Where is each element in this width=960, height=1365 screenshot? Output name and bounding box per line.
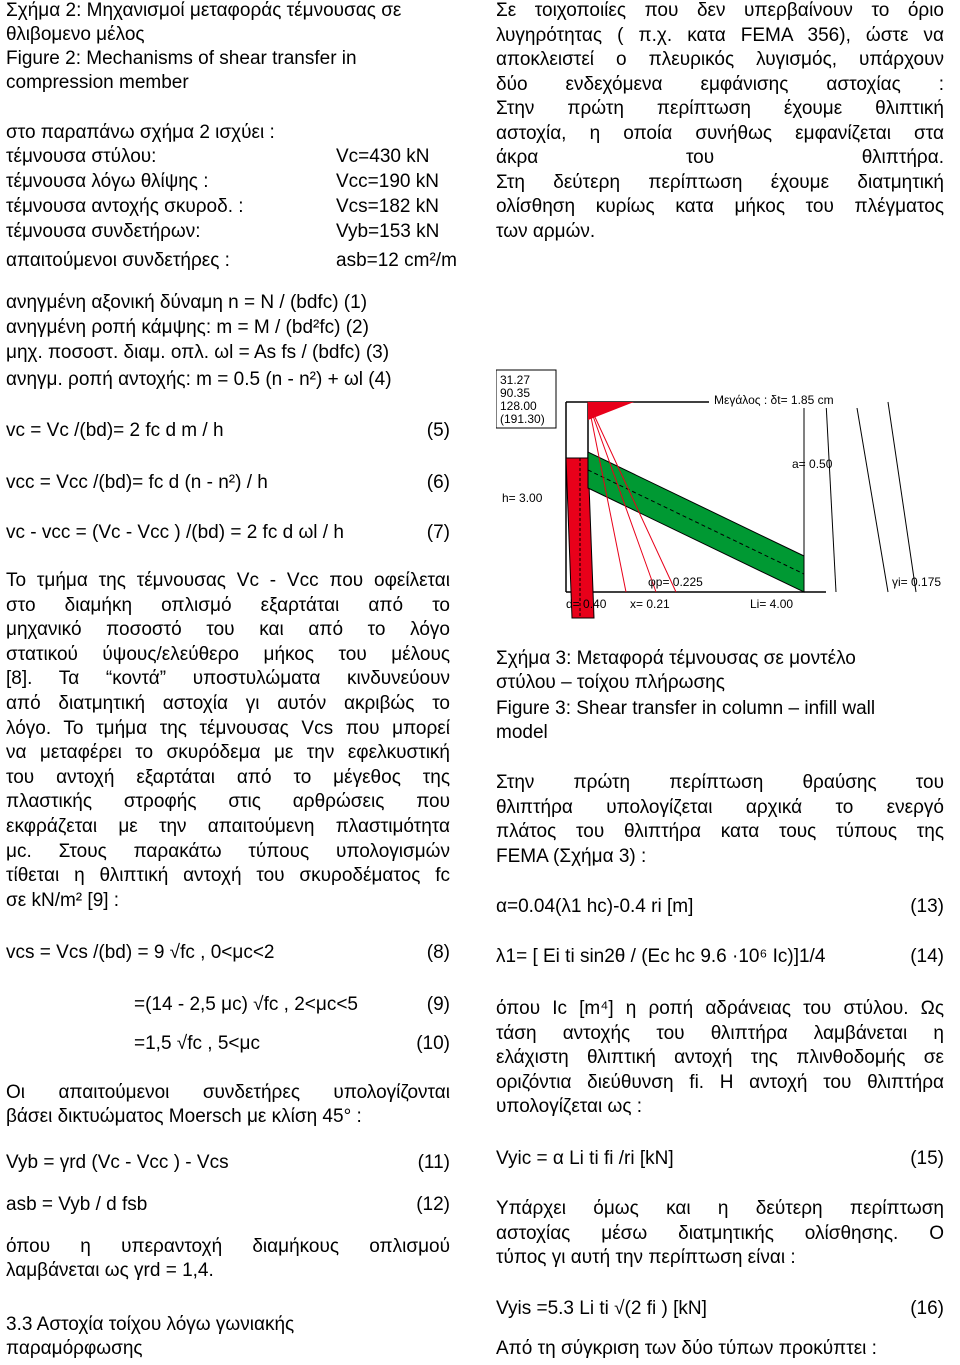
paragraph-line: Στην πρώτη περίπτωση θραύσης του <box>496 772 944 793</box>
paragraph-line: στο διαμήκη οπλισμό εξαρτάται από το <box>6 594 450 616</box>
equation-14: λ1= [ Ei ti sin2θ / (Ec hc 9.6 ·10⁶ Ic)]1/4 <box>496 946 826 967</box>
equation-11: Vyb = γrd (Vc - Vcc ) - Vcs <box>6 1152 229 1173</box>
equation-11-number: (11) <box>417 1152 450 1173</box>
value-vcc: Vcc=190 kN <box>336 171 439 192</box>
paragraph-line: των αρμών. <box>496 220 596 242</box>
equation-5: vc = Vc /(bd)= 2 fc d m / h <box>6 420 224 441</box>
paragraph-stirrups-line: Οι απαιτούμενοι συνδετήρες υπολογίζονται <box>6 1082 450 1103</box>
paragraph-line: Στη δεύτερη περίπτωση έχουμε διατμητική <box>496 171 944 193</box>
equation-16: Vyis =5.3 Li ti √(2 fi ) [kN] <box>496 1298 707 1319</box>
equation-16-number: (16) <box>910 1298 944 1319</box>
phi-label: φp= 0.225 <box>648 575 703 589</box>
equation-15-number: (15) <box>910 1148 944 1169</box>
final-line: Από τη σύγκριση των δύο τύπων προκύπτει : <box>496 1338 877 1359</box>
value-label: απαιτούμενοι συνδετήρες : <box>6 250 230 271</box>
value-vcs: Vcs=182 kN <box>336 196 439 217</box>
paragraph-line: άκρα του θλιπτήρα. <box>496 147 944 168</box>
paragraph-line: Σε τοιχοποιίες που δεν υπερβαίνουν το όριο <box>496 0 944 21</box>
value-label: τέμνουσα αντοχής σκυροδ. : <box>6 196 244 217</box>
li-label: Li= 4.00 <box>750 597 794 611</box>
values-box-line: 31.27 <box>500 373 531 387</box>
paragraph-line: όπου Ic [m⁴] η ροπή αδράνειας του στύλου. Ως <box>496 998 944 1019</box>
value-label: τέμνουσα λόγω θλίψης : <box>6 171 209 192</box>
paragraph-line: Στην πρώτη περίπτωση έχουμε θλιπτική <box>496 98 944 119</box>
equation-5-number: (5) <box>426 420 450 441</box>
paragraph-line: υπολογίζεται ως : <box>496 1096 643 1117</box>
paragraph-line: Το τμήμα της τέμνουσας Vc - Vcc που οφείλεται <box>6 570 450 591</box>
equation-13: α=0.04(λ1 hc)-0.4 ri [m] <box>496 896 694 917</box>
h-label: h= 3.00 <box>502 491 543 505</box>
paragraph-stirrups-line: βάσει δικτυώματος Moersch με κλίση 45° : <box>6 1106 362 1127</box>
paragraph-line: εκφράζεται με την απαιτούμενη πλαστιμότητα <box>6 816 450 837</box>
paragraph-line: σε kN/m² [9] : <box>6 889 120 911</box>
paragraph-line: τίθεται η θλιπτική αντοχή του σκυροδέματος fc <box>6 865 450 887</box>
value-vc: Vc=430 kN <box>336 146 430 167</box>
equation-2: ανηγμένη ροπή κάμψης: m = M / (bd²fc) (2) <box>6 317 369 338</box>
x-label: x= 0.21 <box>630 597 670 611</box>
big-label: Μεγάλος : δt= 1.85 cm <box>714 393 834 407</box>
paragraph-line: πλαστικής στροφής στις αρθρώσεις που <box>6 791 450 813</box>
equation-3: μηχ. ποσοστ. διαμ. οπλ. ωl = As fs / (bdfc) (3) <box>6 342 390 363</box>
equation-14-number: (14) <box>910 946 944 967</box>
yi-label: γi= 0.175 <box>892 575 942 589</box>
paragraph-line: θλιπτήρα υπολογίζεται αρχικά το ενεργό <box>496 796 944 818</box>
paragraph-line: αστοχίας μέσω διατμητικής ολίσθησης. Ο <box>496 1222 944 1244</box>
equation-7: vc - vcc = (Vc - Vcc ) /(bd) = 2 fc d ωl / h <box>6 522 344 543</box>
intro-text: στο παραπάνω σχήμα 2 ισχύει : <box>6 122 275 143</box>
value-asb: asb=12 cm²/m <box>336 250 457 271</box>
values-box-line: 90.35 <box>500 386 531 400</box>
paragraph-line: ολίσθηση κυρίως κατα μήκος του πλέγματος <box>496 196 944 217</box>
paragraph-line: οριζόντια διεύθυνση fi. Η αντοχή του θλιπτήρα <box>496 1071 944 1093</box>
paragraph-line: δύο ενδεχόμενα εμφάνισης αστοχίας : <box>496 73 944 95</box>
equation-13-number: (13) <box>910 896 944 917</box>
equation-12-number: (12) <box>416 1194 450 1215</box>
paragraph-line: αστοχία, η οποία συνήθως εμφανίζεται στα <box>496 122 944 144</box>
a-label: a= 0.50 <box>792 457 833 471</box>
paragraph-line: πλάτος του θλιπτήρα κατα τους τύπους της <box>496 821 944 842</box>
paragraph-line: μc. Στους παρακάτω τύπους υπολογισμών <box>6 840 450 862</box>
fig2-caption-en-2: compression member <box>6 72 189 93</box>
figure-3-column-infill-model <box>496 360 946 628</box>
paragraph-line: τύπος γι αυτή την περίπτωση είναι : <box>496 1247 796 1268</box>
section-heading-line: παραμόρφωσης <box>6 1338 143 1359</box>
equation-8-number: (8) <box>426 942 450 963</box>
paragraph-line: αποκλειστεί ο πλευρικός λυγισμός, υπάρχουν <box>496 49 944 70</box>
equation-6-number: (6) <box>426 472 450 493</box>
equation-15: Vyic = α Li ti fi /ri [kN] <box>496 1148 674 1169</box>
value-label: τέμνουσα στύλου: <box>6 146 157 167</box>
equation-1: ανηγμένη αξονική δύναμη n = N / (bdfc) (1) <box>6 292 368 313</box>
section-heading-line: 3.3 Αστοχία τοίχου λόγω γωνιακής <box>6 1314 295 1335</box>
equation-9-number: (9) <box>426 994 450 1015</box>
d-label: d= 0.40 <box>566 597 607 611</box>
paragraph-line: λυγηρότητας ( π.χ. κατα FEMA 356), ώστε να <box>496 24 944 46</box>
paragraph-line: από διατμητική αστοχία γι αυτόν ακριβώς το <box>6 693 450 714</box>
paragraph-line: ελάχιστη θλιπτική αντοχή της πλινθοδομής σε <box>496 1047 944 1068</box>
paragraph-line: του αντοχή εξαρτάται από το μέγεθος της <box>6 766 450 788</box>
fig2-caption-gr-1: Σχήμα 2: Μηχανισμοί μεταφοράς τέμνουσας σε <box>6 0 402 21</box>
paragraph-overstrength-line: όπου η υπεραντοχή διαμήκους οπλισμού <box>6 1236 450 1257</box>
fig2-caption-gr-2: θλιβομενο μέλος <box>6 24 145 45</box>
fig3-caption-gr-2: στύλου – τοίχου πλήρωσης <box>496 672 725 693</box>
paragraph-line: μηχανικό ποσοστό του και από το λόγο <box>6 619 450 641</box>
value-label: τέμνουσα συνδετήρων: <box>6 221 201 242</box>
equation-10-number: (10) <box>416 1033 450 1054</box>
values-box-line: 128.00 <box>500 399 537 413</box>
paragraph-line: τάση αντοχής του θλιπτήρα λαμβάνεται η <box>496 1022 944 1044</box>
equation-6: vcc = Vcc /(bd)= fc d (n - n²) / h <box>6 472 268 493</box>
equation-9: =(14 - 2,5 μc) √fc , 2<μc<5 <box>134 994 359 1015</box>
paragraph-line: στατικού ύψους/ελεύθερο μήκος του μέλους <box>6 643 450 665</box>
fig3-caption-en-2: model <box>496 722 548 743</box>
paragraph-line: FEMA (Σχήμα 3) : <box>496 845 647 867</box>
value-vyb: Vyb=153 kN <box>336 221 440 242</box>
paragraph-overstrength-line: λαμβάνεται ως γrd = 1,4. <box>6 1260 214 1281</box>
equation-10: =1,5 √fc , 5<μc <box>134 1033 260 1054</box>
fig2-caption-en-1: Figure 2: Mechanisms of shear transfer in <box>6 48 357 69</box>
values-box-line: (191.30) <box>500 412 545 426</box>
paragraph-line: Υπάρχει όμως και η δεύτερη περίπτωση <box>496 1198 944 1219</box>
equation-8: vcs = Vcs /(bd) = 9 √fc , 0<μc<2 <box>6 942 275 963</box>
fig3-caption-gr-1: Σχήμα 3: Μεταφορά τέμνουσας σε μοντέλο <box>496 648 856 669</box>
equation-4: ανηγμ. ροπή αντοχής: m = 0.5 (n - n²) + ωl (4) <box>6 369 392 390</box>
equation-7-number: (7) <box>426 522 450 543</box>
equation-12: asb = Vyb / d fsb <box>6 1194 148 1215</box>
paragraph-line: να μεταφέρει το σκυρόδεμα με την εφελκυστική <box>6 742 450 764</box>
paragraph-line: [8]. Τα “κοντά” υποστυλώματα κινδυνεύουν <box>6 668 450 690</box>
fig3-caption-en-1: Figure 3: Shear transfer in column – infill wall <box>496 698 876 719</box>
paragraph-line: λόγο. Το τμήμα της τέμνουσας Vcs που μπορεί <box>6 717 450 739</box>
